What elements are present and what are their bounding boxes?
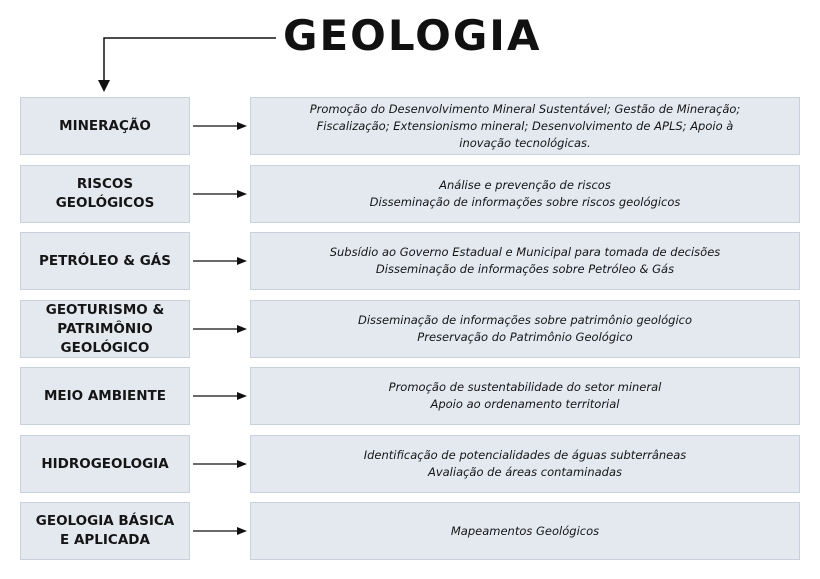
category-box: PETRÓLEO & GÁS (20, 232, 190, 290)
arrow-icon (193, 324, 247, 334)
category-box: RISCOS GEOLÓGICOS (20, 165, 190, 223)
description-box: Análise e prevenção de riscos Disseminação de informações sobre riscos geológicos (250, 165, 800, 223)
description-box: Subsídio ao Governo Estadual e Municipal para tomada de decisões Disseminação de informações sobre Petróleo & Gás (250, 232, 800, 290)
arrow-icon (193, 189, 247, 199)
arrow-icon (193, 459, 247, 469)
arrow-icon (193, 526, 247, 536)
arrow-icon (193, 391, 247, 401)
category-box: GEOLOGIA BÁSICA E APLICADA (20, 502, 190, 560)
arrow-icon (193, 121, 247, 131)
description-box: Mapeamentos Geológicos (250, 502, 800, 560)
category-box: MEIO AMBIENTE (20, 367, 190, 425)
title-connector-arrow (0, 0, 820, 100)
description-box: Promoção de sustentabilidade do setor mineral Apoio ao ordenamento territorial (250, 367, 800, 425)
description-box: Disseminação de informações sobre patrimônio geológico Preservação do Patrimônio Geológico (250, 300, 800, 358)
arrow-icon (193, 256, 247, 266)
category-box: MINERAÇÃO (20, 97, 190, 155)
category-box: GEOTURISMO & PATRIMÔNIO GEOLÓGICO (20, 300, 190, 358)
description-box: Identificação de potencialidades de águas subterrâneas Avaliação de áreas contaminadas (250, 435, 800, 493)
category-box: HIDROGEOLOGIA (20, 435, 190, 493)
description-box: Promoção do Desenvolvimento Mineral Sustentável; Gestão de Mineração; Fiscalização; Extensionismo mineral; Desenvolvimento de APLS; Apoio à inovação tecnológicas. (250, 97, 800, 155)
page-title: GEOLOGIA (283, 11, 542, 60)
